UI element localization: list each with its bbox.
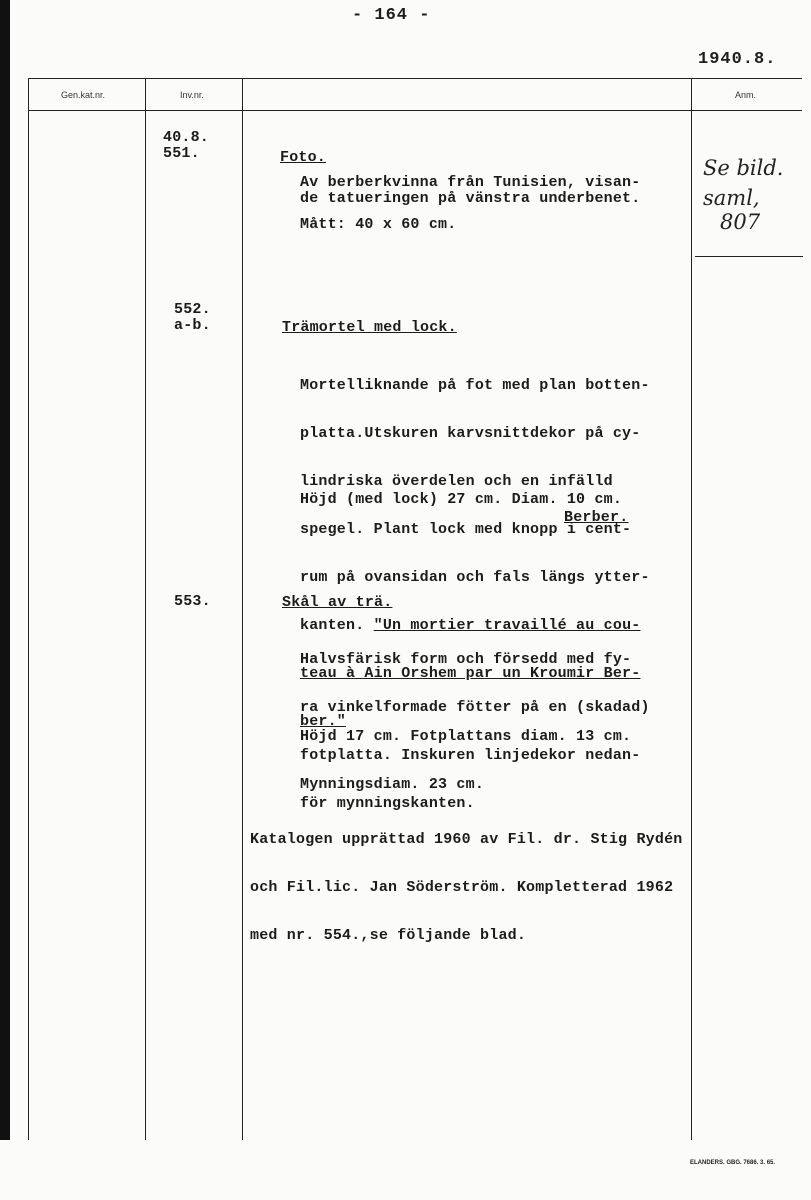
- entry-551-inv-number: 40.8. 551.: [163, 129, 210, 162]
- column-rule-1: [28, 78, 29, 1140]
- handwritten-remark-line-2: saml,: [703, 186, 760, 210]
- remark-divider: [695, 256, 803, 257]
- entry-553-description: Halvsfärisk form och försedd med fy- ra vinkelformade fötter på en (skadad) fotplatta. Inskuren linjedekor nedan- för mynningskanten.: [300, 651, 650, 812]
- column-header-inv-nr: Inv.nr.: [180, 90, 204, 100]
- date-reference: 1940.8.: [698, 50, 777, 69]
- entry-552-quote-start: "Un mortier travaillé au cou-: [373, 617, 641, 634]
- column-rule-2: [145, 78, 146, 1140]
- entry-553-inv-number: 553.: [174, 593, 211, 610]
- entry-553-measurements: Höjd 17 cm. Fotplattans diam. 13 cm. Mynningsdiam. 23 cm.: [300, 728, 632, 793]
- column-header-gen-kat-nr: Gen.kat.nr.: [61, 90, 106, 100]
- page-number: - 164 -: [352, 6, 431, 25]
- entry-552-description-end: kanten.: [300, 617, 365, 634]
- catalog-note: Katalogen upprättad 1960 av Fil. dr. Stig Rydén och Fil.lic. Jan Söderström. Kompletterad 1962 med nr. 554.,se följande blad.: [250, 831, 683, 944]
- entry-553-title: Skål av trä.: [282, 594, 393, 611]
- handwritten-remark-line-1: Se bild.: [703, 156, 784, 180]
- entry-551-measurements: Mått: 40 x 60 cm.: [300, 216, 457, 233]
- column-header-anm: Anm.: [735, 90, 757, 100]
- entry-551-title: Foto.: [280, 149, 327, 166]
- entry-552-measurements: Höjd (med lock) 27 cm. Diam. 10 cm.: [300, 491, 623, 508]
- entry-552-culture: Berber.: [564, 509, 629, 526]
- printer-mark: ELANDERS. GBG. 7686. 3. 65.: [690, 1160, 776, 1166]
- entry-552-description: Mortelliknande på fot med plan botten- platta.Utskuren karvsnittdekor på cy- lindriska överdelen och en infälld spegel. Plant lock med knopp i cent- rum på ovansidan och fals längs ytter- kanten. "Un mortier travaillé au cou- teau à Ain Orshem par un Kroumir Ber- ber.": [300, 377, 650, 730]
- entry-552-quote-line-2: teau à Ain Orshem par un Kroumir Ber-: [300, 665, 641, 682]
- entry-552-inv-number: 552. a-b.: [174, 301, 211, 334]
- column-rule-3: [242, 78, 243, 1140]
- entry-551-description: Av berberkvinna från Tunisien, visan- de tatueringen på vänstra underbenet.: [300, 174, 641, 207]
- scan-edge-bar: [0, 0, 10, 1140]
- column-rule-4: [691, 78, 692, 1140]
- entry-552-title: Trämortel med lock.: [282, 319, 457, 336]
- entry-552-quote-line-3: ber.": [300, 713, 347, 730]
- handwritten-remark-line-3: 807: [720, 210, 761, 234]
